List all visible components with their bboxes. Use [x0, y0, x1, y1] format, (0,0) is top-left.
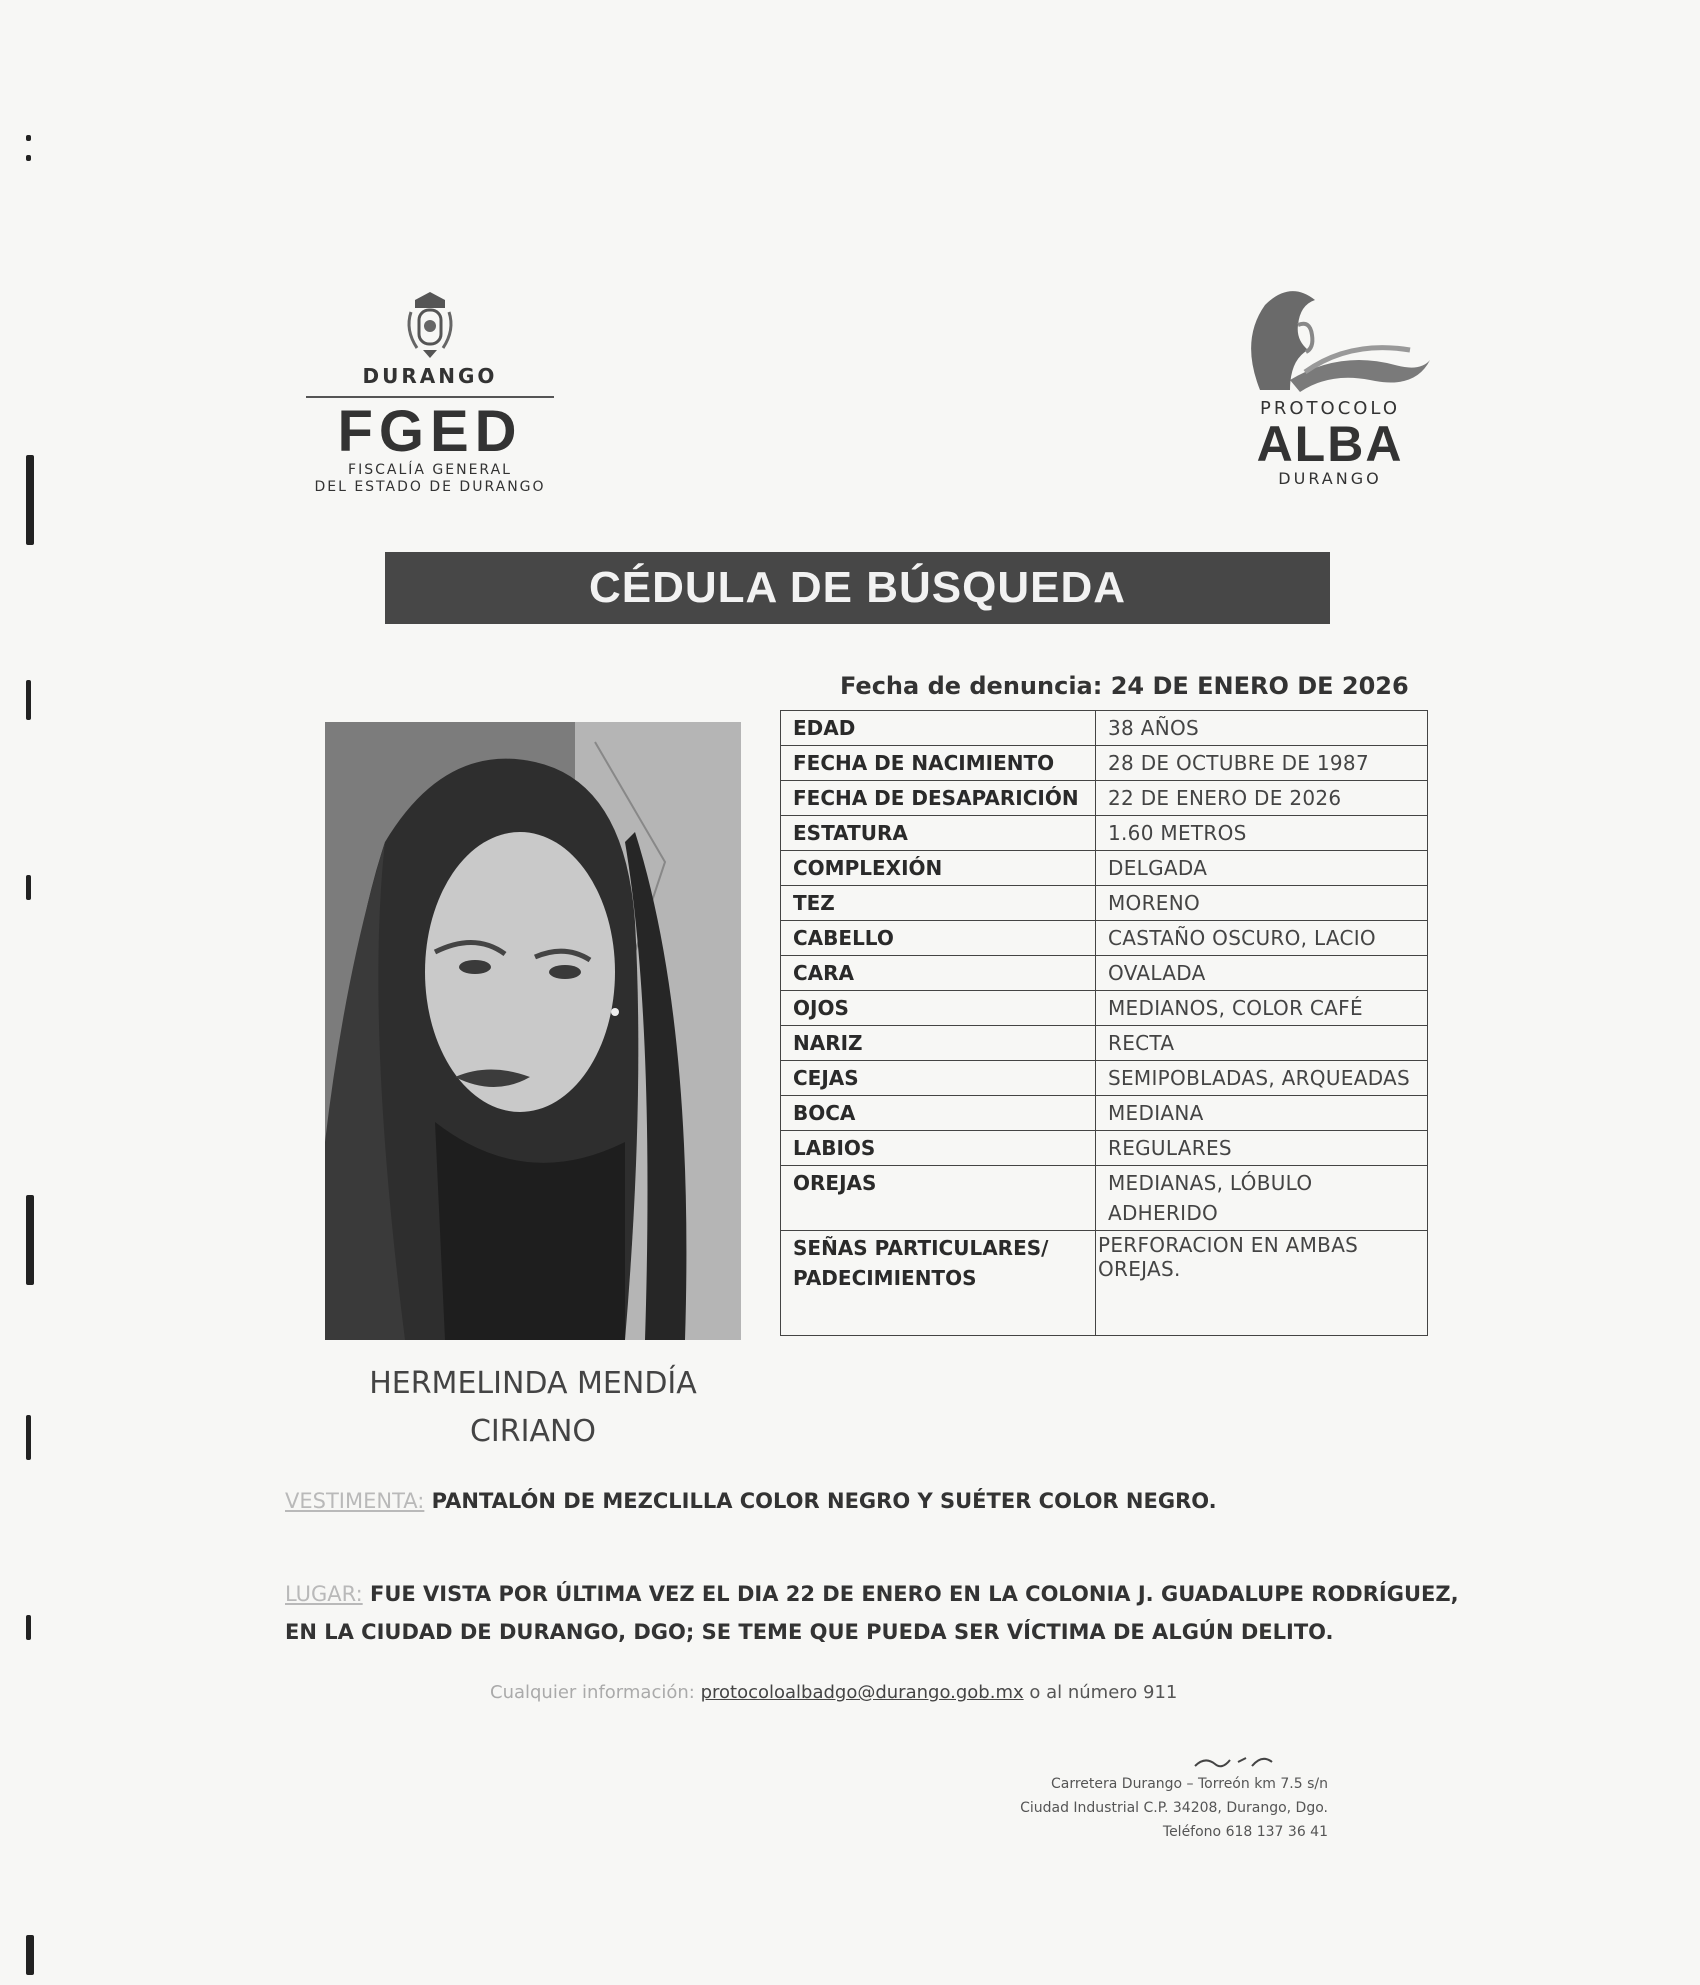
feature-label: FECHA DE DESAPARICIÓN: [781, 781, 1096, 816]
alba-line1: PROTOCOLO: [1260, 398, 1400, 419]
feature-label: OJOS: [781, 991, 1096, 1026]
clothing-text: PANTALÓN DE MEZCLILLA COLOR NEGRO Y SUÉTER COLOR NEGRO.: [424, 1489, 1217, 1513]
fged-acronym: FGED: [337, 399, 523, 464]
contact-suffix: o al número 911: [1023, 1682, 1178, 1703]
feature-label: BOCA: [781, 1096, 1096, 1131]
contact-email-link[interactable]: protocoloalbadgo@durango.gob.mx: [700, 1682, 1024, 1703]
feature-label: EDAD: [781, 711, 1096, 746]
address-line2: Ciudad Industrial C.P. 34208, Durango, Dgo.: [1020, 1800, 1328, 1816]
physical-features-table: [780, 710, 1428, 1336]
person-name: [325, 1360, 741, 1456]
place-description: [285, 1575, 1459, 1651]
alba-line3: DURANGO: [1278, 469, 1382, 488]
feature-label: FECHA DE NACIMIENTO: [781, 746, 1096, 781]
feature-value: PERFORACION EN AMBAS OREJAS.: [1096, 1231, 1428, 1336]
feature-value: MEDIANAS, LÓBULO ADHERIDO: [1096, 1166, 1428, 1231]
table-row: [781, 921, 1428, 956]
feature-value: MEDIANA: [1096, 1096, 1428, 1131]
feature-value: OVALADA: [1096, 956, 1428, 991]
table-row: [781, 956, 1428, 991]
state-crest-icon: [395, 290, 465, 360]
table-row: [781, 991, 1428, 1026]
scan-mark: [26, 155, 31, 161]
table-row: [781, 711, 1428, 746]
person-name-line1: HERMELINDA MENDÍA: [369, 1366, 697, 1401]
table-row: [781, 851, 1428, 886]
table-row: [781, 1096, 1428, 1131]
table-row: [781, 1131, 1428, 1166]
feature-label: OREJAS: [781, 1166, 1096, 1231]
divider: [306, 396, 554, 398]
feature-value: MORENO: [1096, 886, 1428, 921]
feature-value: 28 DE OCTUBRE DE 1987: [1096, 746, 1428, 781]
place-label: LUGAR:: [285, 1582, 363, 1606]
woman-silhouette-icon: [1220, 280, 1440, 400]
feature-value: 1.60 METROS: [1096, 816, 1428, 851]
missing-person-photo: [325, 722, 741, 1340]
document-title: CÉDULA DE BÚSQUEDA: [385, 552, 1330, 624]
feature-label: LABIOS: [781, 1131, 1096, 1166]
alba-line2: ALBA: [1256, 416, 1404, 472]
scan-mark: [26, 1935, 34, 1975]
feature-value: 22 DE ENERO DE 2026: [1096, 781, 1428, 816]
feature-value: MEDIANOS, COLOR CAFÉ: [1096, 991, 1428, 1026]
feature-value: RECTA: [1096, 1026, 1428, 1061]
scan-mark: [26, 875, 31, 900]
place-line2: EN LA CIUDAD DE DURANGO, DGO; SE TEME QUE PUEDA SER VÍCTIMA DE ALGÚN DELITO.: [285, 1620, 1334, 1644]
table-row: [781, 1166, 1428, 1231]
address-line1: Carretera Durango – Torreón km 7.5 s/n: [1050, 1776, 1328, 1792]
report-date: Fecha de denuncia: 24 DE ENERO DE 2026: [840, 672, 1409, 700]
address-line3: Teléfono 618 137 36 41: [1162, 1824, 1328, 1840]
protocolo-alba-logo: [1220, 280, 1440, 488]
table-row: [781, 816, 1428, 851]
fged-name-line1: FISCALÍA GENERAL: [348, 462, 512, 478]
feature-label: CARA: [781, 956, 1096, 991]
feature-label: ESTATURA: [781, 816, 1096, 851]
feature-label: NARIZ: [781, 1026, 1096, 1061]
feature-label: SEÑAS PARTICULARES/ PADECIMIENTOS: [781, 1231, 1096, 1336]
scan-mark: [26, 1615, 31, 1640]
contact-info: [490, 1682, 1310, 1703]
feature-value: 38 AÑOS: [1096, 711, 1428, 746]
place-line1: FUE VISTA POR ÚLTIMA VEZ EL DIA 22 DE ENERO EN LA COLONIA J. GUADALUPE RODRÍGUEZ,: [362, 1582, 1459, 1606]
feature-label: COMPLEXIÓN: [781, 851, 1096, 886]
table-row: [781, 1231, 1428, 1336]
table-row: [781, 781, 1428, 816]
fged-logo: [300, 290, 560, 496]
contact-prefix: Cualquier información:: [490, 1682, 701, 1703]
feature-label: CEJAS: [781, 1061, 1096, 1096]
clothing-description: [285, 1482, 1217, 1520]
scan-mark: [26, 135, 31, 141]
fged-state-name: DURANGO: [362, 364, 498, 388]
feature-value: REGULARES: [1096, 1131, 1428, 1166]
person-name-line2: CIRIANO: [469, 1414, 597, 1449]
feature-label: CABELLO: [781, 921, 1096, 956]
table-row: [781, 1026, 1428, 1061]
scan-mark: [26, 1195, 34, 1285]
feature-value: CASTAÑO OSCURO, LACIO: [1096, 921, 1428, 956]
scan-mark: [26, 455, 34, 545]
table-row: [781, 1061, 1428, 1096]
scan-mark: [26, 680, 31, 720]
feature-value: DELGADA: [1096, 851, 1428, 886]
table-row: [781, 746, 1428, 781]
scan-mark: [26, 1415, 31, 1460]
table-row: [781, 886, 1428, 921]
office-address: [900, 1772, 1328, 1844]
place-line1-wrap: [285, 1575, 1459, 1613]
feature-value: SEMIPOBLADAS, ARQUEADAS: [1096, 1061, 1428, 1096]
fged-name-line2: DEL ESTADO DE DURANGO: [314, 479, 546, 495]
clothing-label: VESTIMENTA:: [285, 1489, 425, 1513]
feature-label: TEZ: [781, 886, 1096, 921]
